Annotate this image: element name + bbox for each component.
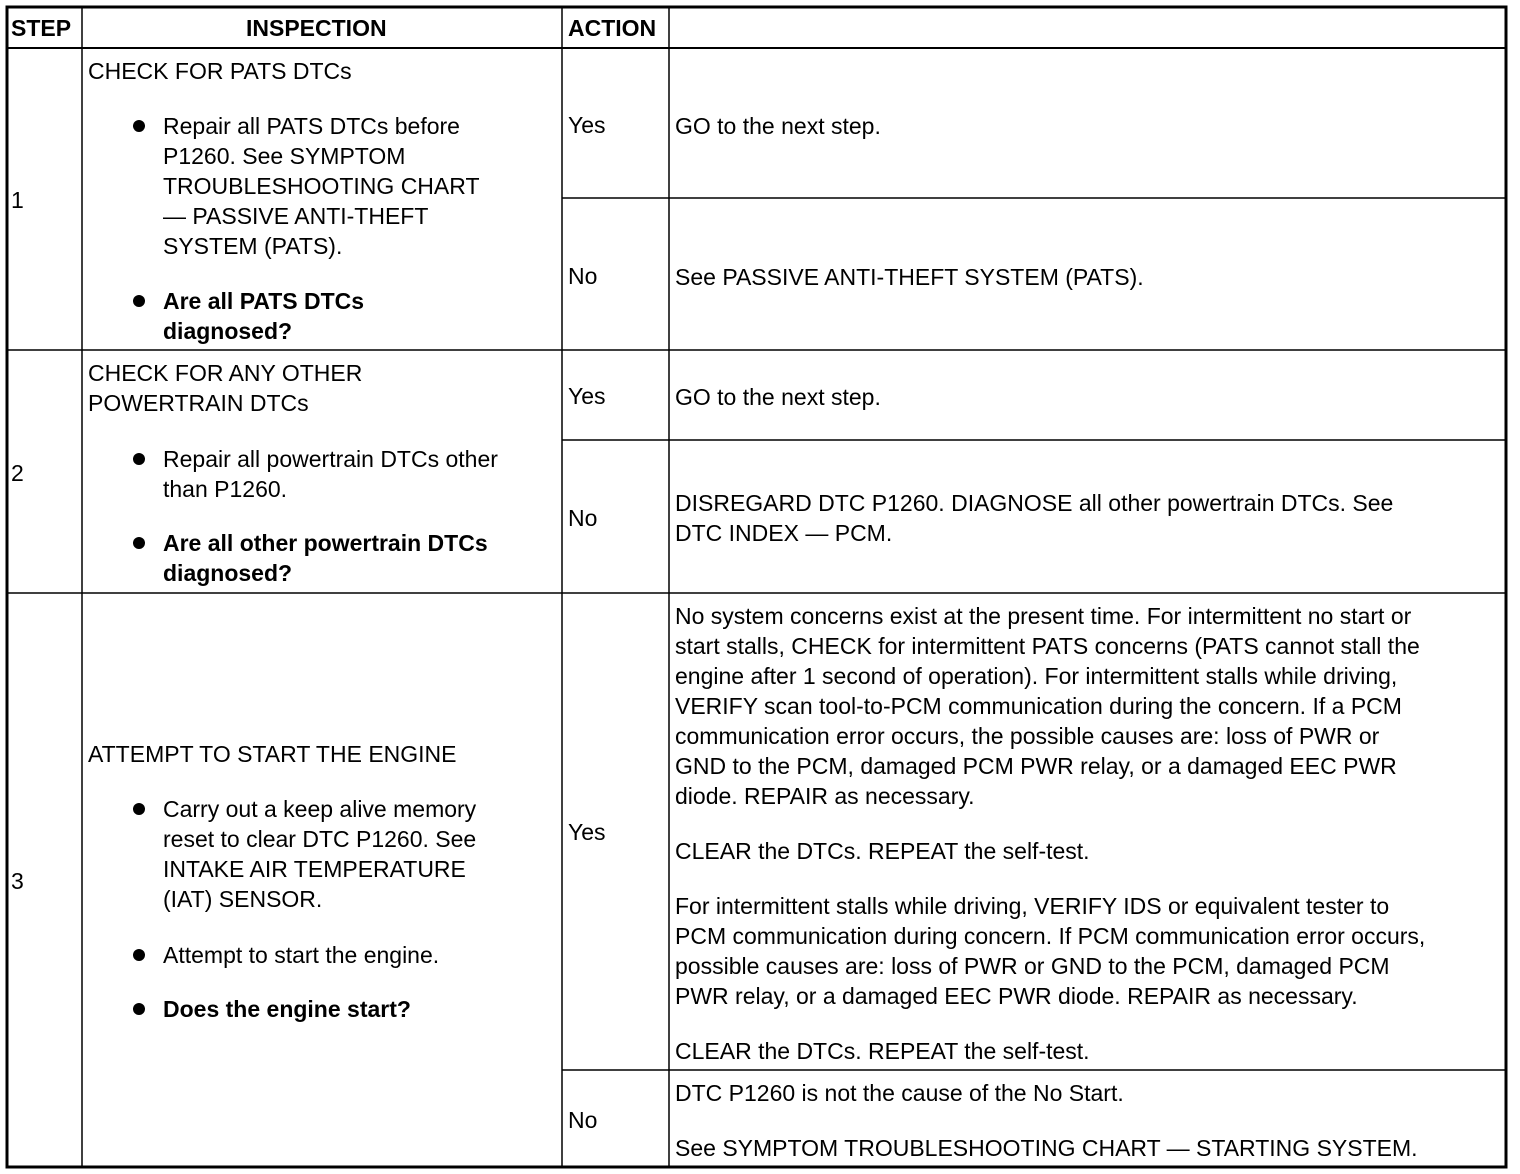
bullet-line: Attempt to start the engine. — [163, 942, 440, 968]
yes-action-3-line: For intermittent stalls while driving, VERIFY IDS or equivalent tester to — [675, 893, 1390, 919]
yes-label-1: Yes — [568, 112, 606, 138]
bullet-line: Repair all PATS DTCs before — [163, 113, 460, 139]
yes-action-3-line: CLEAR the DTCs. REPEAT the self-test. — [675, 838, 1090, 864]
yes-action-3-line: No system concerns exist at the present time. For intermittent no start or — [675, 603, 1412, 629]
bullet-icon — [133, 120, 145, 132]
no-action-2: DTC INDEX — PCM. — [675, 520, 893, 546]
bullet-icon — [133, 803, 145, 815]
yes-action-3-line: start stalls, CHECK for intermittent PATS concerns (PATS cannot stall the — [675, 633, 1420, 659]
bullet-icon — [133, 537, 145, 549]
yes-action-3-line: VERIFY scan tool-to-PCM communication during the concern. If a PCM — [675, 693, 1402, 719]
header-inspection: INSPECTION — [246, 15, 387, 41]
yes-action-3-line: communication error occurs, the possible causes are: loss of PWR or — [675, 723, 1380, 749]
yes-action-3-line: engine after 1 second of operation). For intermittent stalls while driving, — [675, 663, 1398, 689]
no-label-1: No — [568, 263, 598, 289]
bullet-icon — [133, 453, 145, 465]
yes-action-3-line: GND to the PCM, damaged PCM PWR relay, or a damaged EEC PWR — [675, 753, 1397, 779]
step-number-2: 2 — [11, 460, 24, 486]
step-number-3: 3 — [11, 868, 24, 894]
bullet-line: INTAKE AIR TEMPERATURE — [163, 856, 466, 882]
yes-action-1: GO to the next step. — [675, 113, 881, 139]
yes-action-3-line: diode. REPAIR as necessary. — [675, 783, 975, 809]
yes-action-3-line: PCM communication during concern. If PCM communication error occurs, — [675, 923, 1426, 949]
header-action: ACTION — [568, 15, 657, 41]
no-action-3-line: DTC P1260 is not the cause of the No Start. — [675, 1080, 1124, 1106]
bullet-icon — [133, 295, 145, 307]
question-line: Are all PATS DTCs — [163, 288, 365, 314]
yes-action-3-line: possible causes are: loss of PWR or GND to the PCM, damaged PCM — [675, 953, 1390, 979]
no-action-3-line: See SYMPTOM TROUBLESHOOTING CHART — STARTING SYSTEM. — [675, 1135, 1418, 1161]
bullet-icon — [133, 949, 145, 961]
no-action-1: See PASSIVE ANTI-THEFT SYSTEM (PATS). — [675, 264, 1144, 290]
no-action-2: DISREGARD DTC P1260. DIAGNOSE all other powertrain DTCs. See — [675, 490, 1394, 516]
yes-action-3-line: PWR relay, or a damaged EEC PWR diode. REPAIR as necessary. — [675, 983, 1358, 1009]
check-title-2: CHECK FOR ANY OTHER — [88, 360, 363, 386]
check-title-3: ATTEMPT TO START THE ENGINE — [88, 741, 457, 767]
no-label-3: No — [568, 1107, 598, 1133]
question-line: Are all other powertrain DTCs — [163, 530, 488, 556]
check-title-1: CHECK FOR PATS DTCs — [88, 58, 352, 84]
check-title-2: POWERTRAIN DTCs — [88, 390, 309, 416]
bullet-line: than P1260. — [163, 476, 288, 502]
bullet-line: TROUBLESHOOTING CHART — [163, 173, 480, 199]
bullet-icon — [133, 1003, 145, 1015]
bullet-line: reset to clear DTC P1260. See — [163, 826, 477, 852]
header-step: STEP — [11, 15, 72, 41]
bullet-line: Carry out a keep alive memory — [163, 796, 477, 822]
no-label-2: No — [568, 505, 598, 531]
yes-action-2: GO to the next step. — [675, 384, 881, 410]
question-line: diagnosed? — [163, 560, 293, 586]
yes-label-3: Yes — [568, 819, 606, 845]
yes-label-2: Yes — [568, 383, 606, 409]
bullet-line: Repair all powertrain DTCs other — [163, 446, 498, 472]
question-line: diagnosed? — [163, 318, 293, 344]
bullet-line: P1260. See SYMPTOM — [163, 143, 406, 169]
question-line: Does the engine start? — [163, 996, 411, 1022]
bullet-line: SYSTEM (PATS). — [163, 233, 343, 259]
bullet-line: — PASSIVE ANTI-THEFT — [163, 203, 429, 229]
bullet-line: (IAT) SENSOR. — [163, 886, 323, 912]
step-number-1: 1 — [11, 187, 24, 213]
yes-action-3-line: CLEAR the DTCs. REPEAT the self-test. — [675, 1038, 1090, 1064]
